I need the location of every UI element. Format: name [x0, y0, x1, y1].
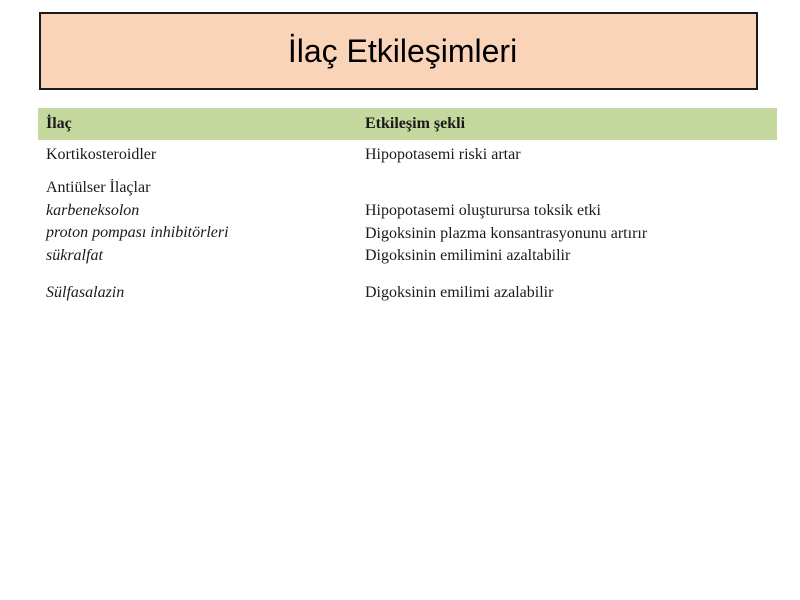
drug-name: Kortikosteroidler — [46, 146, 157, 163]
title-box — [39, 12, 758, 90]
drug-group-name: Antiülser İlaçlar — [46, 179, 151, 196]
slide-title: İlaç Etkileşimleri — [287, 33, 518, 69]
drug-name: proton pompası inhibitörleri — [46, 224, 229, 241]
drug-name: karbeneksolon — [46, 201, 140, 219]
drug-cell — [46, 177, 229, 267]
interaction-cell — [365, 144, 521, 167]
table-row — [38, 176, 777, 282]
table-header — [38, 108, 777, 140]
interaction-text: Digoksinin plazma konsantrasyonunu artırır — [365, 224, 648, 242]
table-row — [38, 282, 777, 314]
interaction-text: Hipopotasemi riski artar — [365, 146, 521, 163]
interaction-text: Digoksinin emilimi azalabilir — [365, 284, 554, 301]
table-row — [38, 140, 777, 176]
interaction-text: Digoksinin emilimini azaltabilir — [365, 247, 571, 264]
header-interaction: Etkileşim şekli — [365, 115, 466, 132]
interaction-table — [38, 108, 777, 314]
drug-name: Sülfasalazin — [46, 284, 125, 301]
interaction-text: Hipopotasemi oluşturursa toksik etki — [365, 202, 601, 219]
header-drug: İlaç — [46, 115, 72, 132]
interaction-cell — [365, 282, 553, 305]
drug-cell — [46, 282, 124, 305]
interaction-cell — [365, 200, 647, 268]
drug-cell — [46, 144, 156, 167]
drug-name: sükralfat — [46, 246, 103, 264]
